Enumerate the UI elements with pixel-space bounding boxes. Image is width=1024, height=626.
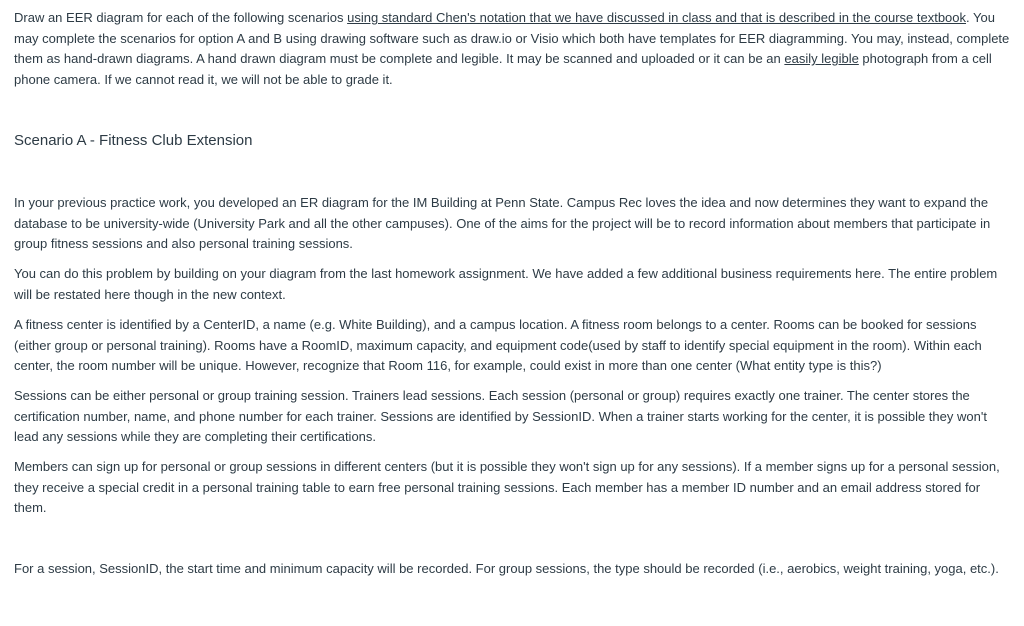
paragraph-session-attributes: For a session, SessionID, the start time and minimum capacity will be recorded. For group sessions, the type should be recorded (i.e., aerobics, weight training, yoga, etc.). bbox=[14, 561, 999, 576]
paragraph-members: Members can sign up for personal or group sessions in different centers (but it is possible they won't sign up for any sessions). If a member signs up for a personal session, they receive a special credit in a personal training table to earn free personal training sessions. Each member has a member ID number and an email address stored for them. bbox=[14, 459, 1000, 515]
intro-paragraph bbox=[14, 8, 1012, 90]
scenario-heading: Scenario A - Fitness Club Extension bbox=[14, 132, 253, 149]
intro-text-1: Draw an EER diagram for each of the following scenarios bbox=[14, 10, 348, 25]
intro-text-2: . You may complete the scenarios for option A and B using drawing software such as draw.io or Visio which both have templates for EER diagramming. You may, instead, complete them as hand-drawn diagrams. A hand drawn diagram must be complete and legible. It may be scanned and uploaded or it can be an bbox=[14, 10, 1010, 66]
easily-legible-link-text: easily legible bbox=[784, 51, 859, 66]
chens-notation-link-text: using standard Chen's notation that we have discussed in class and that is described in the course textbook bbox=[347, 10, 967, 25]
paragraph-fitness-center: A fitness center is identified by a CenterID, a name (e.g. White Building), and a campus location. A fitness room belongs to a center. Rooms can be booked for sessions (either group or personal training). Rooms have a RoomID, maximum capacity, and equipment code(used by staff to identify special equipment in the room). Within each center, the room number will be unique. However, recognize that Room 116, for example, could exist in more than one center (What entity type is this?) bbox=[14, 317, 982, 373]
intro-text-3: photograph from a cell phone camera. If we cannot read it, we will not be able to grade it. bbox=[14, 51, 992, 87]
paragraph-context: In your previous practice work, you developed an ER diagram for the IM Building at Penn State. Campus Rec loves the idea and now determines they want to expand the database to be university-wide (University Park and all the other campuses). One of the aims for the project will be to record information about members that participate in group fitness sessions and also personal training sessions. bbox=[14, 195, 991, 251]
paragraph-build-on: You can do this problem by building on your diagram from the last homework assignment. We have added a few additional business requirements here. The entire problem will be restated here though in the new context. bbox=[14, 266, 998, 302]
paragraph-sessions: Sessions can be either personal or group training session. Trainers lead sessions. Each session (personal or group) requires exactly one trainer. The center stores the certification number, name, and phone number for each trainer. Sessions are identified by SessionID. When a trainer starts working for the center, it is possible they won't lead any sessions while they are completing their certifications. bbox=[14, 388, 987, 444]
